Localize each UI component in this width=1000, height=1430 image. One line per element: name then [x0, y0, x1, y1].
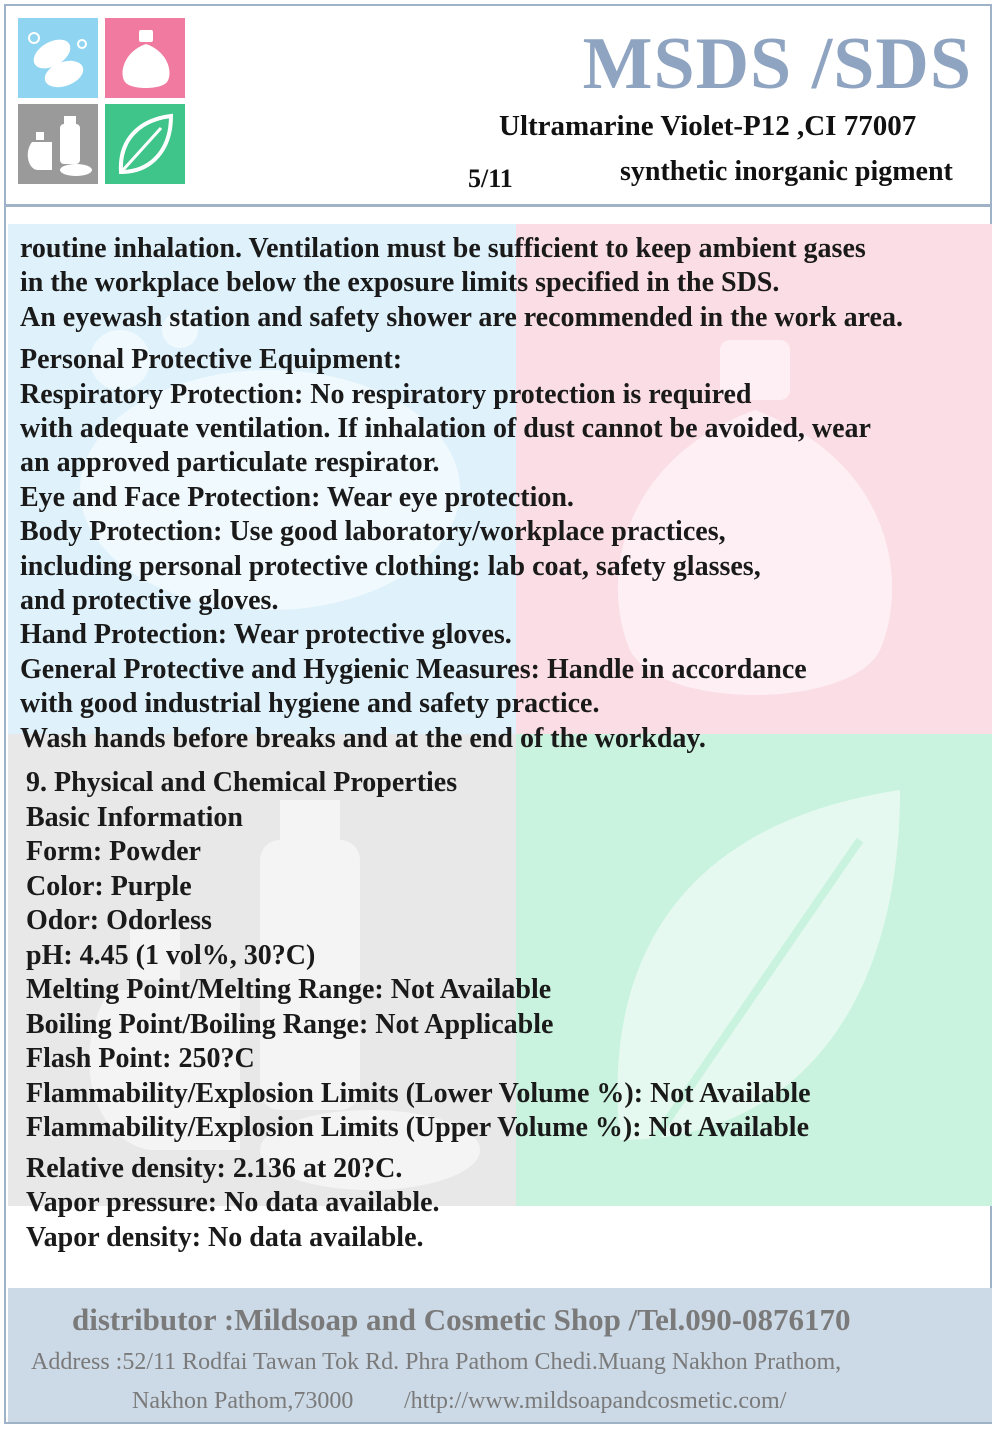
property-line: Melting Point/Melting Range: Not Available — [26, 974, 552, 1005]
leaf-icon — [105, 104, 185, 184]
handling-text-block — [20, 232, 903, 756]
product-category: synthetic inorganic pigment — [620, 156, 953, 187]
soap-tile — [18, 18, 98, 98]
text-line: Wash hands before breaks and at the end of the workday. — [20, 722, 706, 754]
property-line: Color: Purple — [26, 870, 192, 902]
property-line: Flammability/Explosion Limits (Lower Volume %): Not Available — [26, 1077, 811, 1109]
text-line: including personal protective clothing: lab coat, safety glasses, — [20, 550, 761, 582]
address-line-1: Address :52/11 Rodfai Tawan Tok Rd. Phra Pathom Chedi.Muang Nakhon Prathom, — [31, 1349, 842, 1375]
website-link[interactable]: /http://www.mildsoapandcosmetic.com/ — [404, 1388, 787, 1414]
property-line: Vapor pressure: No data available. — [26, 1187, 440, 1218]
cosmetic-bottles-icon — [18, 104, 98, 184]
property-line: Vapor density: No data available. — [26, 1221, 424, 1253]
text-line: and protective gloves. — [20, 585, 279, 617]
text-line: an approved particulate respirator. — [20, 447, 440, 479]
property-line: Flash Point: 250?C — [26, 1043, 255, 1074]
text-line: Respiratory Protection: No respiratory protection is required — [20, 378, 752, 410]
property-line: Flammability/Explosion Limits (Upper Volume %): Not Available — [26, 1112, 810, 1143]
spray-bottle-icon — [105, 18, 185, 98]
product-name: Ultramarine Violet-P12 ,CI 77007 — [499, 110, 917, 142]
text-line: Eye and Face Protection: Wear eye protection. — [20, 481, 574, 513]
text-line: An eyewash station and safety shower are recommended in the work area. — [20, 301, 903, 333]
property-line: Relative density: 2.136 at 20?C. — [26, 1152, 403, 1184]
property-line: pH: 4.45 (1 vol%, 30?C) — [26, 939, 316, 971]
property-line: Boiling Point/Boiling Range: Not Applicable — [26, 1008, 554, 1040]
header-divider — [6, 204, 992, 207]
properties-block — [26, 766, 811, 1255]
property-line: Odor: Odorless — [26, 905, 212, 936]
property-line: Form: Powder — [26, 836, 201, 867]
cosmetic-bottles-tile — [18, 104, 98, 184]
property-line: Basic Information — [26, 801, 243, 833]
page-number: 5/11 — [468, 164, 513, 193]
text-line: with good industrial hygiene and safety practice. — [20, 688, 600, 720]
section-heading-properties: 9. Physical and Chemical Properties — [26, 767, 458, 798]
document-title: MSDS /SDS — [582, 23, 972, 105]
text-line: with adequate ventilation. If inhalation of dust cannot be avoided, wear — [20, 413, 871, 445]
spray-bottle-tile — [105, 18, 185, 98]
distributor-line: distributor :Mildsoap and Cosmetic Shop /Tel.090-0876170 — [72, 1302, 851, 1337]
address-line-2: Nakhon Pathom,73000 — [132, 1388, 354, 1414]
section-heading-ppe: Personal Protective Equipment: — [20, 344, 403, 376]
text-line: Hand Protection: Wear protective gloves. — [20, 619, 512, 651]
soap-icon — [18, 18, 98, 98]
text-line: routine inhalation. Ventilation must be sufficient to keep ambient gases — [20, 233, 866, 264]
text-line: in the workplace below the exposure limits specified in the SDS. — [20, 267, 780, 299]
leaf-tile — [105, 104, 185, 184]
text-line: General Protective and Hygienic Measures: Handle in accordance — [20, 653, 807, 685]
text-line: Body Protection: Use good laboratory/workplace practices, — [20, 516, 726, 548]
